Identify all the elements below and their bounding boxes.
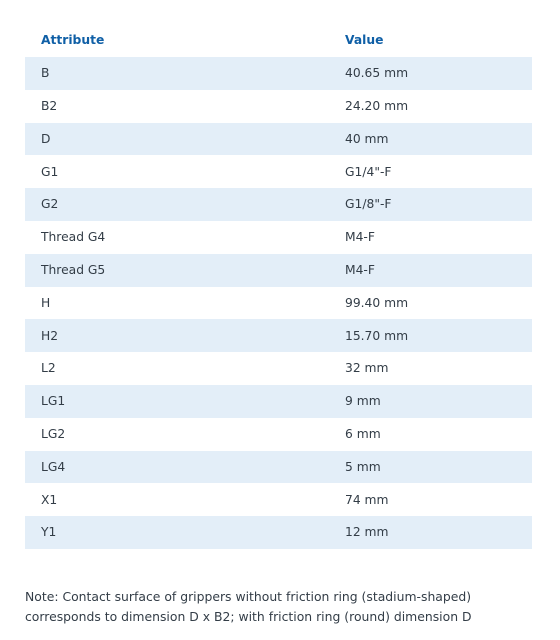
table-row bbox=[25, 319, 532, 352]
attribute-cell: Thread G5 bbox=[25, 254, 329, 287]
table-body bbox=[25, 57, 532, 549]
attribute-cell: B bbox=[25, 57, 329, 90]
attribute-cell: G2 bbox=[25, 188, 329, 221]
table-row bbox=[25, 188, 532, 221]
footnote-line-1: Note: Contact surface of grippers without friction ring (stadium-shaped) bbox=[25, 589, 472, 604]
attribute-cell: LG1 bbox=[25, 385, 329, 418]
attribute-cell: D bbox=[25, 123, 329, 156]
value-cell: 40.65 mm bbox=[329, 57, 532, 90]
attribute-cell: L2 bbox=[25, 352, 329, 385]
table-row bbox=[25, 352, 532, 385]
attribute-cell: LG2 bbox=[25, 418, 329, 451]
value-cell: 9 mm bbox=[329, 385, 532, 418]
value-cell: 32 mm bbox=[329, 352, 532, 385]
value-cell: G1/4"-F bbox=[329, 155, 532, 188]
table-row bbox=[25, 451, 532, 484]
table-row bbox=[25, 221, 532, 254]
value-cell: 5 mm bbox=[329, 451, 532, 484]
value-cell: 6 mm bbox=[329, 418, 532, 451]
footnote-line-2: corresponds to dimension D x B2; with friction ring (round) dimension D bbox=[25, 609, 472, 624]
attribute-cell: X1 bbox=[25, 483, 329, 516]
value-cell: 15.70 mm bbox=[329, 319, 532, 352]
value-cell: 40 mm bbox=[329, 123, 532, 156]
table-row bbox=[25, 418, 532, 451]
value-cell: 12 mm bbox=[329, 516, 532, 549]
attribute-cell: H bbox=[25, 287, 329, 320]
attribute-cell: Thread G4 bbox=[25, 221, 329, 254]
attribute-table-container bbox=[25, 24, 532, 549]
table-row bbox=[25, 385, 532, 418]
table-row bbox=[25, 90, 532, 123]
attribute-cell: Y1 bbox=[25, 516, 329, 549]
attribute-cell: G1 bbox=[25, 155, 329, 188]
value-cell: M4-F bbox=[329, 221, 532, 254]
table-row bbox=[25, 254, 532, 287]
attribute-cell: B2 bbox=[25, 90, 329, 123]
value-cell: G1/8"-F bbox=[329, 188, 532, 221]
value-cell: 99.40 mm bbox=[329, 287, 532, 320]
column-header-value: Value bbox=[345, 33, 384, 48]
table-header bbox=[25, 24, 532, 57]
table-row bbox=[25, 57, 532, 90]
footnote bbox=[25, 587, 535, 627]
table-row bbox=[25, 123, 532, 156]
table-row bbox=[25, 155, 532, 188]
value-cell: M4-F bbox=[329, 254, 532, 287]
table-header-row bbox=[25, 24, 532, 57]
table-row bbox=[25, 516, 532, 549]
value-cell: 74 mm bbox=[329, 483, 532, 516]
attribute-cell: H2 bbox=[25, 319, 329, 352]
table-row bbox=[25, 287, 532, 320]
value-cell: 24.20 mm bbox=[329, 90, 532, 123]
column-header-attribute: Attribute bbox=[41, 33, 105, 48]
attribute-table bbox=[25, 24, 532, 549]
table-row bbox=[25, 483, 532, 516]
attribute-cell: LG4 bbox=[25, 451, 329, 484]
